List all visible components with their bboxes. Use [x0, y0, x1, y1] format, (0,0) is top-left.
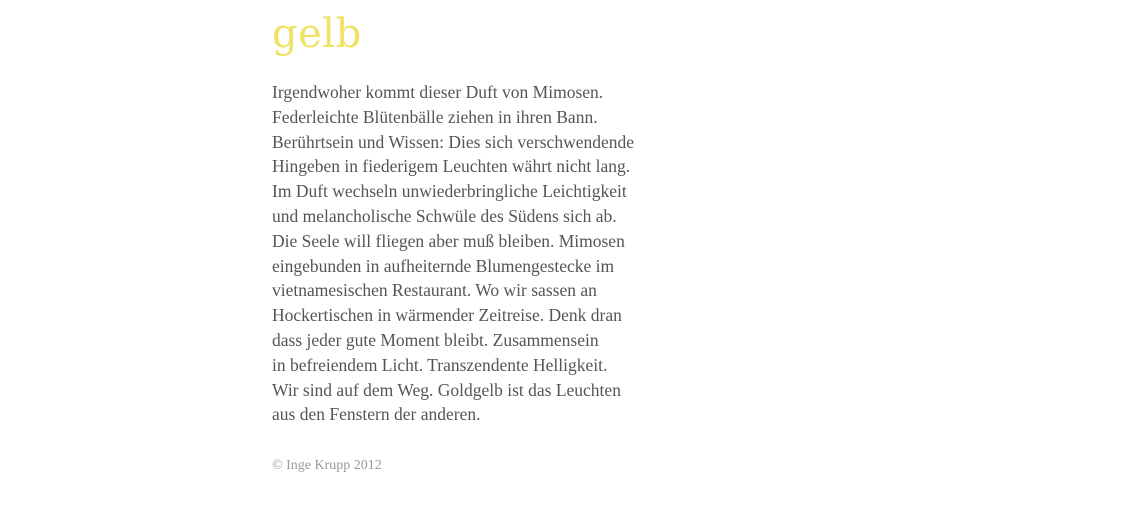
poem-line: in befreiendem Licht. Transzendente Helligkeit.	[272, 354, 608, 375]
poem-line: Federleichte Blütenbälle ziehen in ihren Bann.	[272, 106, 598, 127]
poem-line: Die Seele will fliegen aber muß bleiben. Mimosen	[272, 230, 625, 251]
poem-page	[272, 11, 872, 474]
poem-title: gelb	[272, 11, 362, 57]
copyright-notice: © Inge Krupp 2012	[272, 458, 382, 474]
poem-line: Wir sind auf dem Weg. Goldgelb ist das Leuchten	[272, 379, 621, 400]
poem-line: Irgendwoher kommt dieser Duft von Mimosen.	[272, 82, 604, 102]
poem-line: Berührtsein und Wissen: Dies sich verschwendende	[272, 131, 635, 152]
poem-line: Hingeben in fiederigem Leuchten währt nicht lang.	[272, 156, 631, 177]
poem-line: vietnamesischen Restaurant. Wo wir sassen an	[272, 280, 597, 301]
poem-line: Im Duft wechseln unwiederbringliche Leichtigkeit	[272, 181, 627, 202]
poem-body	[272, 80, 872, 427]
poem-line: und melancholische Schwüle des Südens sich ab.	[272, 205, 617, 226]
poem-line: dass jeder gute Moment bleibt. Zusammensein	[272, 329, 599, 350]
poem-line: eingebunden in aufheiternde Blumengestecke im	[272, 255, 615, 276]
poem-line: aus den Fenstern der anderen.	[272, 404, 481, 425]
poem-line: Hockertischen in wärmender Zeitreise. Denk dran	[272, 305, 622, 326]
